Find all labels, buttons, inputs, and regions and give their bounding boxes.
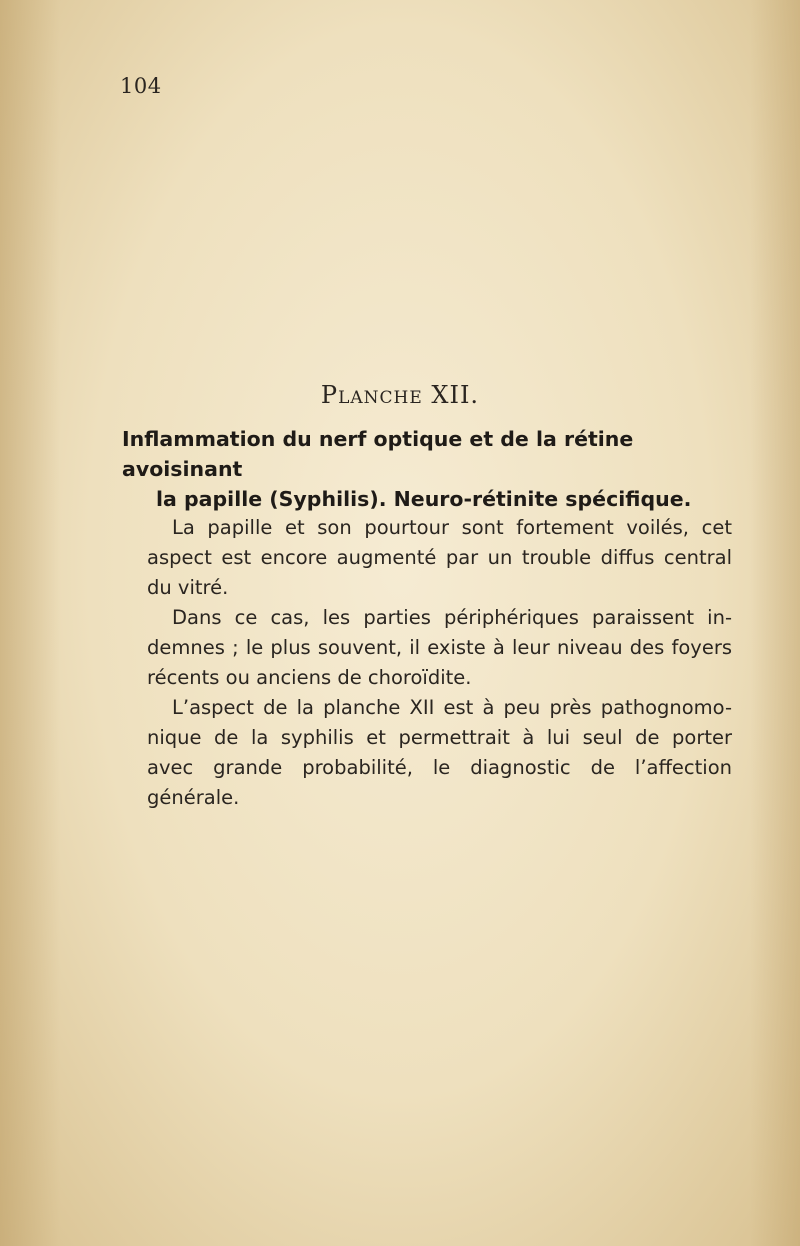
paragraph-line: récents ou anciens de choroïdite. xyxy=(147,666,472,689)
paragraph-line: Dans ce cas, les parties périphériques paraissent in- xyxy=(172,606,732,629)
paragraph-line: générale. xyxy=(147,786,240,809)
paragraph-2 xyxy=(122,603,732,693)
paragraph-line: avec grande probabilité, le diagnostic de l’affection xyxy=(147,756,732,779)
paragraph-line: demnes ; le plus souvent, il existe à leur niveau des foyers xyxy=(147,636,732,659)
plate-title: Planche XII. xyxy=(320,381,480,409)
heading-line-1: Inflammation du nerf optique et de la rétine avoisinant xyxy=(122,427,634,481)
page-edge-shadow-right xyxy=(750,0,800,1246)
body-text xyxy=(122,513,732,813)
section-heading xyxy=(122,424,732,514)
paragraph-line: L’aspect de la planche XII est à peu près pathognomo- xyxy=(172,696,732,719)
page-edge-shadow-left xyxy=(0,0,60,1246)
paragraph-line: du vitré. xyxy=(147,576,229,599)
paragraph-line: aspect est encore augmenté par un trouble diffus central xyxy=(147,546,732,569)
paragraph-line: nique de la syphilis et permettrait à lui seul de porter xyxy=(147,726,732,749)
heading-line-2: la papille (Syphilis). Neuro-rétinite spécifique. xyxy=(156,487,692,511)
paragraph-line: La papille et son pourtour sont fortement voilés, cet xyxy=(172,516,732,539)
paragraph-1 xyxy=(122,513,732,603)
paragraph-3 xyxy=(122,693,732,813)
page-number: 104 xyxy=(120,74,162,98)
